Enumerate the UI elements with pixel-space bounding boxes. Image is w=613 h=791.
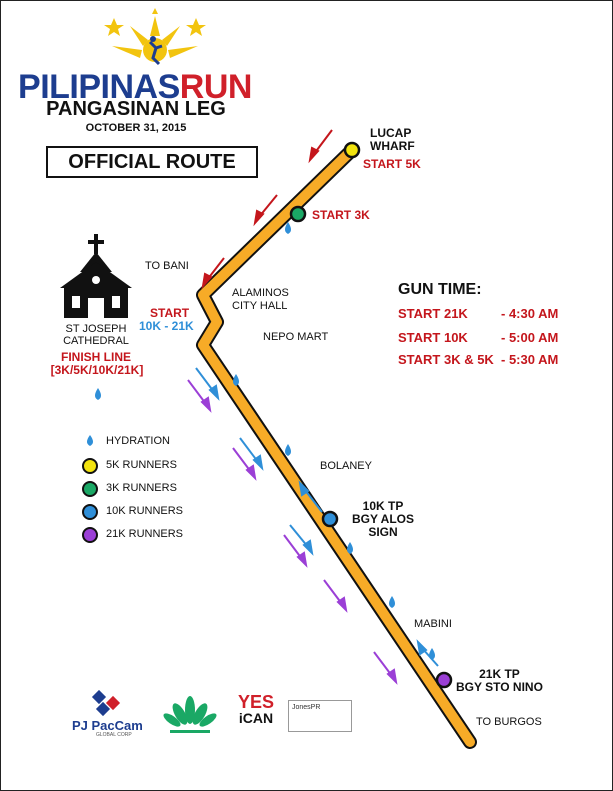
- tp-10k-line1: 10K TP: [362, 499, 404, 513]
- st-joseph-line: ST JOSEPH: [65, 323, 127, 335]
- start-races-text: 10K - 21K: [139, 319, 194, 333]
- lucap-wharf-label: [370, 127, 415, 153]
- tp-21k-line2: BGY STO NINO: [456, 680, 543, 694]
- gun-row-10k: [398, 330, 598, 346]
- legend: [80, 434, 200, 544]
- alaminos-city-hall-label: [232, 287, 289, 313]
- pjpaccam-name: PJ PacCam: [72, 718, 143, 733]
- finish-line-label: FINISH LINE: [60, 350, 131, 364]
- st-joseph-label: [60, 323, 132, 347]
- start-races-label: [139, 319, 194, 333]
- brand-part1: PILIPINAS: [18, 68, 180, 106]
- alaminos-line: ALAMINOS: [232, 287, 289, 299]
- leg-title: PANGASINAN LEG: [46, 98, 226, 120]
- blue-dot-icon: [82, 504, 98, 520]
- tp-10k-line3: SIGN: [368, 525, 398, 539]
- gun-time-title: GUN TIME:: [398, 281, 482, 298]
- event-date: OCTOBER 31, 2015: [85, 122, 187, 134]
- ican-text: iCAN: [238, 710, 274, 726]
- nepo-mart-label: NEPO MART: [263, 331, 329, 343]
- gun-event: START 3K & 5K: [398, 352, 494, 367]
- tp-21k-label: [456, 668, 543, 694]
- pjpaccam-logo: [72, 690, 152, 738]
- mabini-label: MABINI: [414, 618, 452, 630]
- gun-event: START 21K: [398, 306, 468, 321]
- pjpaccam-mark-icon: [90, 690, 130, 718]
- lucap-line: LUCAP: [370, 126, 412, 140]
- gun-event: START 10K: [398, 330, 468, 345]
- finish-races-label: [3K/5K/10K/21K]: [50, 363, 144, 377]
- jonespr-text: JonesPR: [292, 704, 321, 711]
- legend-21k: 21K RUNNERS: [106, 528, 184, 540]
- official-route-label: OFFICIAL ROUTE: [46, 146, 258, 178]
- tp-21k-marker: [437, 673, 451, 687]
- cathedral-line: CATHEDRAL: [63, 335, 129, 347]
- water-drop-icon: [84, 434, 96, 448]
- legend-5k: 5K RUNNERS: [106, 459, 177, 471]
- tp-10k-marker: [323, 512, 337, 526]
- gun-row-3k5k: [398, 352, 598, 368]
- gun-time: - 5:00 AM: [501, 330, 559, 345]
- start-5k-label: START 5K: [363, 157, 421, 171]
- gun-row-21k: [398, 306, 598, 322]
- gun-time: - 4:30 AM: [501, 306, 559, 321]
- lotus-logo: [160, 694, 220, 738]
- to-bani-label: TO BANI: [145, 260, 189, 272]
- start-3k-label: START 3K: [312, 208, 370, 222]
- pjpaccam-sub: GLOBAL CORP: [96, 732, 132, 738]
- jonespr-logo: [288, 700, 352, 732]
- start-label: START: [150, 306, 190, 320]
- start-5k-marker: [345, 143, 359, 157]
- tp-10k-label: [352, 500, 414, 539]
- yellow-dot-icon: [82, 458, 98, 474]
- legend-3k: 3K RUNNERS: [106, 482, 177, 494]
- yes-ican-logo: [232, 694, 280, 726]
- tp-21k-line1: 21K TP: [479, 667, 520, 681]
- legend-hydration: HYDRATION: [106, 435, 170, 447]
- city-hall-line: CITY HALL: [232, 300, 288, 312]
- bolaney-label: BOLANEY: [320, 460, 372, 472]
- gun-time: - 5:30 AM: [501, 352, 559, 367]
- purple-dot-icon: [82, 527, 98, 543]
- brand-part2: RUN: [179, 68, 252, 106]
- yes-text: YES: [237, 692, 275, 712]
- legend-10k: 10K RUNNERS: [106, 505, 184, 517]
- to-burgos-label: TO BURGOS: [476, 716, 542, 728]
- start-3k-marker: [291, 207, 305, 221]
- green-dot-icon: [82, 481, 98, 497]
- wharf-line: WHARF: [370, 139, 415, 153]
- tp-10k-line2: BGY ALOS: [352, 512, 415, 526]
